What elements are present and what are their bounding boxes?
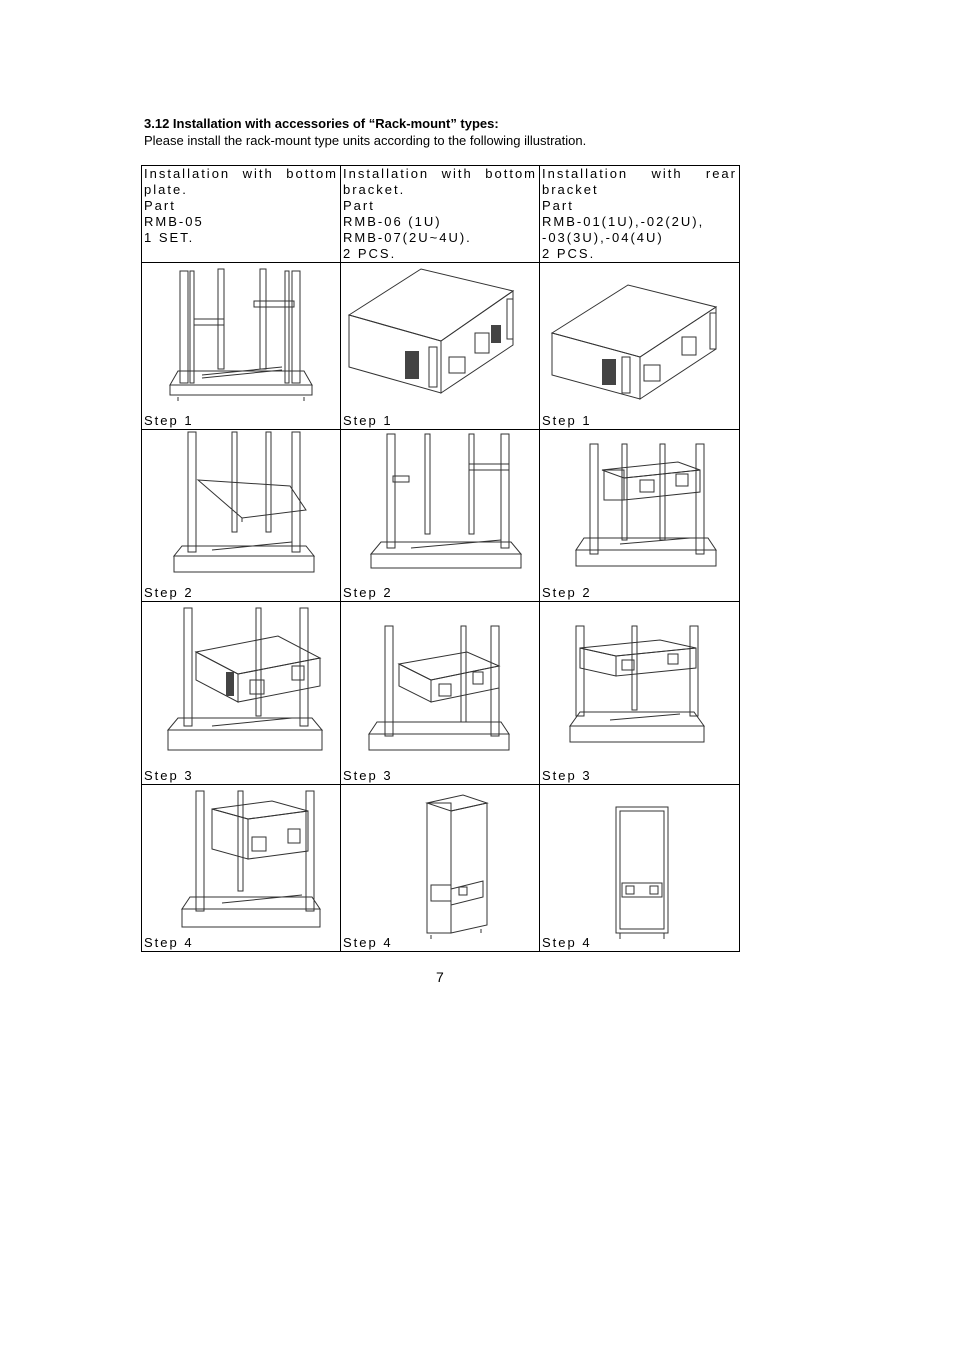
illustration-cell: [142, 263, 341, 430]
step-label: Step 4: [343, 935, 393, 950]
rack-frame-illustration: [540, 602, 740, 784]
step-label: Step 4: [144, 935, 194, 950]
step-label: Step 3: [343, 768, 393, 783]
step-label: Step 2: [542, 585, 592, 600]
step-label: Step 2: [343, 585, 393, 600]
header-cell-bottom-plate: [142, 166, 341, 263]
rack-frame-illustration: [341, 602, 540, 784]
table-row-step-1: [142, 263, 740, 430]
ups-unit-illustration: [540, 263, 740, 429]
rack-frame-illustration: [142, 263, 341, 429]
rack-cabinet-illustration: [540, 785, 740, 951]
illustration-cell: [341, 430, 540, 602]
header-line: 2 PCS.: [542, 246, 596, 261]
section-intro: Please install the rack-mount type units according to the following illustration.: [144, 133, 587, 148]
step-label: Step 3: [144, 768, 194, 783]
header-line: RMB-05: [144, 214, 204, 229]
header-cell-rear-bracket: [540, 166, 740, 263]
installation-table: [141, 165, 740, 952]
section-heading: 3.12 Installation with accessories of “Rack-mount” types:: [144, 116, 499, 131]
header-line: Installation with rear: [542, 166, 737, 181]
illustration-cell: [540, 263, 740, 430]
ups-unit-illustration: [341, 263, 540, 429]
illustration-cell: [142, 785, 341, 952]
illustration-cell: [142, 430, 341, 602]
header-line: Part: [144, 198, 176, 213]
step-label: Step 3: [542, 768, 592, 783]
rack-cabinet-illustration: [341, 785, 540, 951]
header-cell-bottom-bracket: [341, 166, 540, 263]
step-label: Step 2: [144, 585, 194, 600]
header-line: Part: [343, 198, 375, 213]
illustration-cell: [341, 602, 540, 785]
illustration-cell: [341, 785, 540, 952]
table-row-step-3: [142, 602, 740, 785]
header-line: RMB-06 (1U): [343, 214, 442, 229]
header-line: Installation with bottom: [343, 166, 537, 181]
illustration-cell: [540, 602, 740, 785]
header-line: 1 SET.: [144, 230, 195, 245]
header-line: bracket.: [343, 182, 406, 197]
table-header-row: [142, 166, 740, 263]
illustration-cell: [142, 602, 341, 785]
illustration-cell: [540, 430, 740, 602]
rack-frame-illustration: [142, 430, 341, 601]
step-label: Step 1: [542, 413, 592, 428]
rack-frame-illustration: [540, 430, 740, 601]
step-label: Step 1: [343, 413, 393, 428]
page-number: 7: [436, 969, 444, 985]
header-line: bracket: [542, 182, 599, 197]
rack-frame-illustration: [142, 602, 341, 784]
rack-frame-illustration: [142, 785, 341, 951]
header-line: RMB-07(2U~4U).: [343, 230, 472, 245]
step-label: Step 1: [144, 413, 194, 428]
illustration-cell: [341, 263, 540, 430]
header-line: plate.: [144, 182, 188, 197]
table-row-step-2: [142, 430, 740, 602]
illustration-cell: [540, 785, 740, 952]
rack-frame-illustration: [341, 430, 540, 601]
header-line: RMB-01(1U),-02(2U),: [542, 214, 705, 229]
table-row-step-4: [142, 785, 740, 952]
header-line: 2 PCS.: [343, 246, 397, 261]
header-line: -03(3U),-04(4U): [542, 230, 664, 245]
step-label: Step 4: [542, 935, 592, 950]
header-line: Installation with bottom: [144, 166, 338, 181]
header-line: Part: [542, 198, 574, 213]
